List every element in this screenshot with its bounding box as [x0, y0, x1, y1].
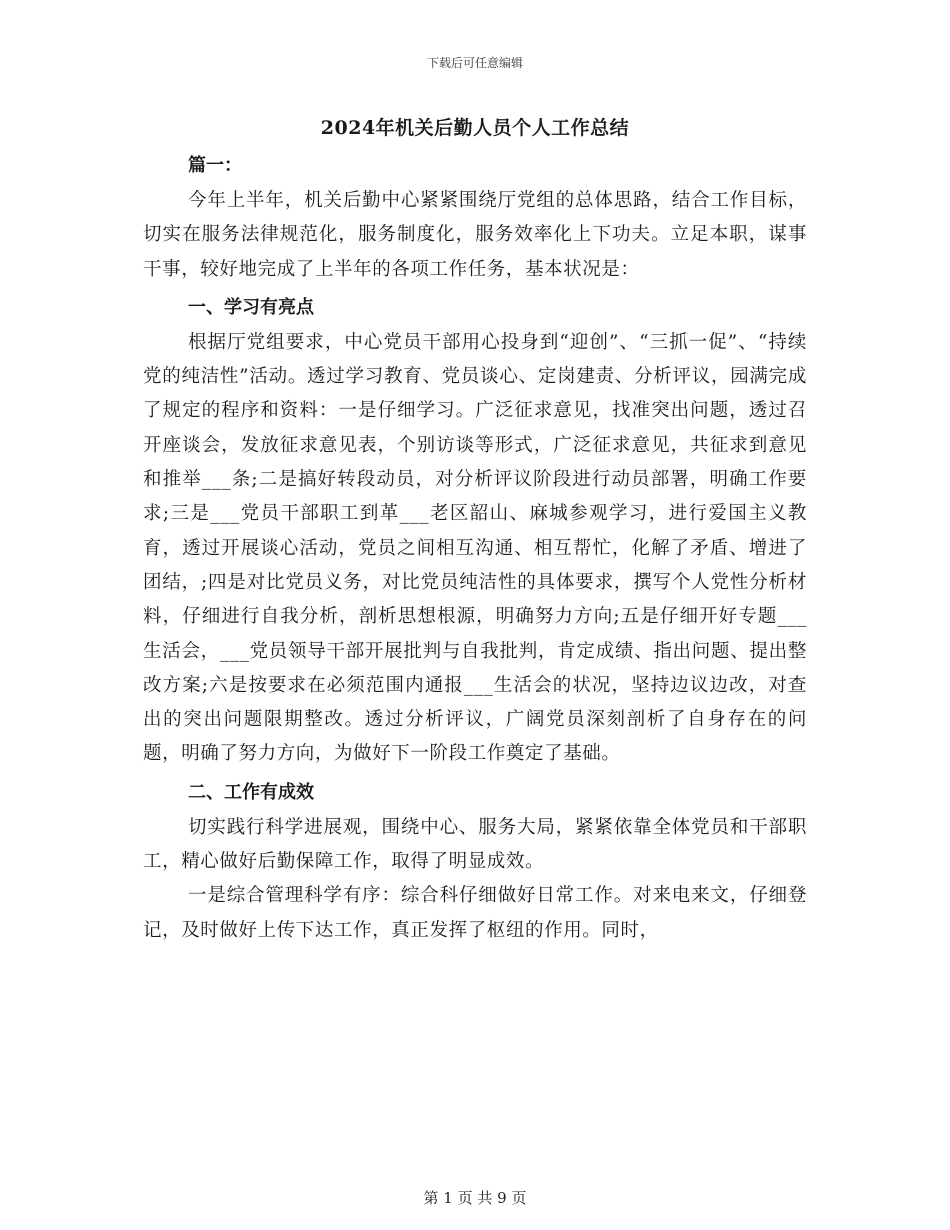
intro-paragraph: 今年上半年，机关后勤中心紧紧围绕厅党组的总体思路，结合工作目标，切实在服务法律规范化，服务制度化，服务效率化上下功夫。立足本职，谋事干事，较好地完成了上半年的各项工作任务，基本状况是： [143, 190, 807, 280]
section-heading-work: 二、工作有成效 [188, 781, 314, 803]
page-footer: 第 1 页 共 9 页 [423, 1189, 527, 1207]
work-item-1-paragraph: 一是综合管理科学有序：综合科仔细做好日常工作。对来电来文，仔细登记，及时做好上传下达工作，真正发挥了枢纽的作用。同时， [143, 885, 807, 941]
section-heading-study: 一、学习有亮点 [188, 296, 314, 318]
page-header-note: 下载后可任意编辑 [426, 56, 523, 70]
document-body [143, 114, 807, 948]
part-label: 篇一： [188, 155, 242, 176]
document-title: 2024年机关后勤人员个人工作总结 [320, 117, 630, 139]
study-paragraph: 根据厅党组要求，中心党员干部用心投身到“迎创”、“三抓一促”、“持续党的纯洁性”活动。透过学习教育、党员谈心、定岗建责、分析评议，园满完成了规定的程序和资料：一是仔细学习。广泛征求意见，找准突出问题，透过召开座谈会，发放征求意见表，个别访谈等形式，广泛征求意见，共征求到意见和推举___条;二是搞好转段动员，对分析评议阶段进行动员部署，明确工作要求;三是___党员干部职工到革___老区韶山、麻城参观学习，进行爱国主义教育，透过开展谈心活动，党员之间相互沟通、相互帮忙，化解了矛盾、增进了团结，;四是对比党员义务，对比党员纯洁性的具体要求，撰写个人党性分析材料，仔细进行自我分析，剖析思想根源，明确努力方向;五是仔细开好专题___生活会，___党员领导干部开展批判与自我批判，肯定成绩、指出问题、提出整改方案;六是按要求在必须范围内通报___生活会的状况，坚持边议边改，对查出的突出问题限期整改。透过分析评议，广阔党员深刻剖析了自身存在的问题，明确了努力方向，为做好下一阶段工作奠定了基础。 [143, 331, 807, 765]
work-paragraph: 切实践行科学进展观，围绕中心、服务大局，紧紧依靠全体党员和干部职工，精心做好后勤保障工作，取得了明显成效。 [143, 816, 807, 873]
